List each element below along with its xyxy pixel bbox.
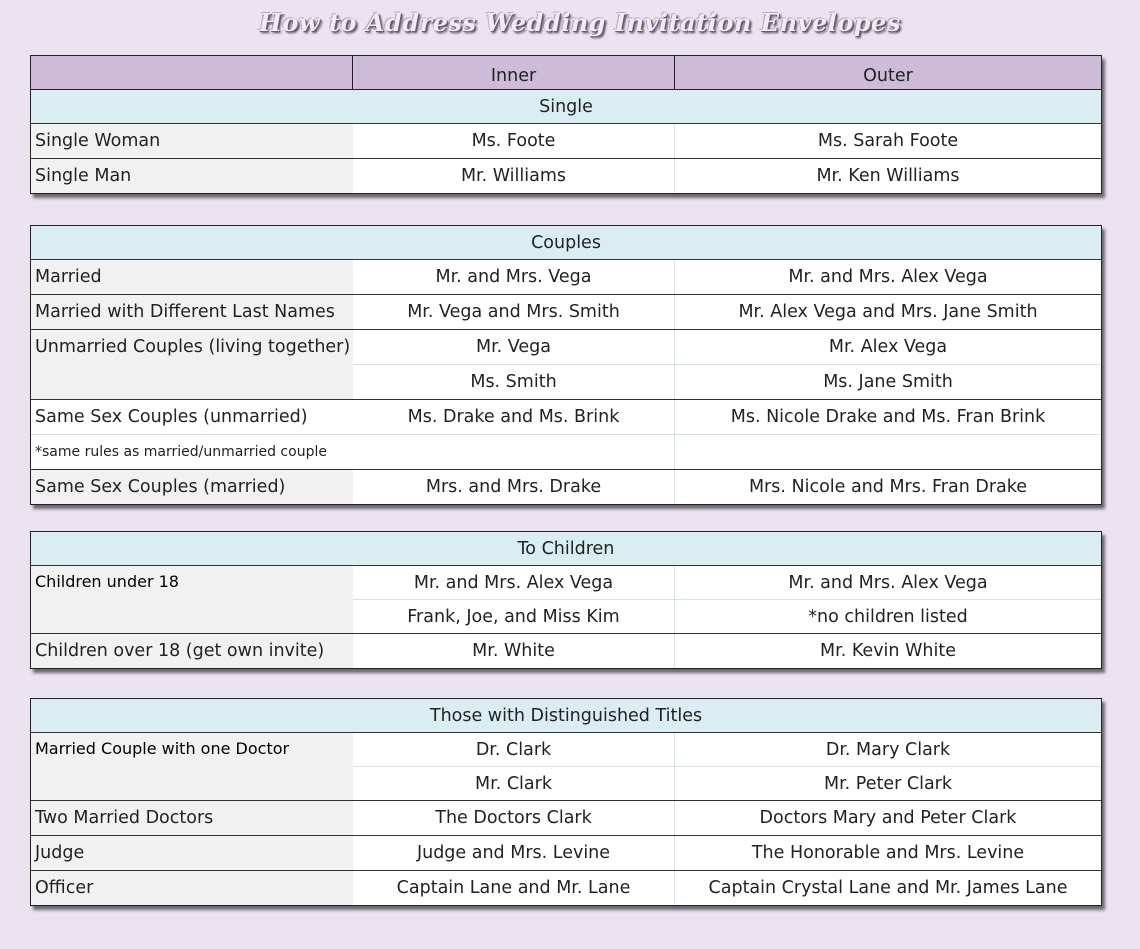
table-row <box>31 124 1101 159</box>
table-row <box>31 871 1101 905</box>
row-note: *same rules as married/unmarried couple <box>31 435 353 469</box>
header-inner: Inner <box>353 56 675 89</box>
inner-cell <box>353 435 675 469</box>
inner-cell: Mr. Williams <box>353 159 675 193</box>
row-label: Children under 18 <box>31 566 353 633</box>
outer-cell: *no children listed <box>808 606 968 627</box>
row-label: Same Sex Couples (unmarried) <box>31 400 353 434</box>
outer-cell: The Honorable and Mrs. Levine <box>751 843 1025 863</box>
table-row <box>31 836 1101 871</box>
single-table <box>30 55 1102 194</box>
inner-cell: Ms. Foote <box>353 124 675 158</box>
table-row <box>353 600 1101 633</box>
table-row-group <box>31 733 1101 801</box>
row-label: Single Woman <box>31 124 353 158</box>
inner-cell: Frank, Joe, and Miss Kim <box>353 600 675 633</box>
inner-cell: Mr. Vega and Mrs. Smith <box>353 295 675 329</box>
section-heading-couples: Couples <box>31 226 1101 260</box>
inner-cell: Ms. Smith <box>353 365 675 399</box>
table-row <box>353 566 1101 600</box>
row-label: Single Man <box>31 159 353 193</box>
row-label: Children over 18 (get own invite) <box>31 634 353 668</box>
outer-cell: Ms. Sarah Foote <box>817 131 959 151</box>
inner-cell: Dr. Clark <box>353 733 675 766</box>
section-heading-single: Single <box>31 90 1101 124</box>
table-row <box>353 733 1101 767</box>
table-row <box>31 365 1101 400</box>
couples-table <box>30 225 1102 505</box>
table-row <box>31 260 1101 295</box>
table-row <box>31 400 1101 435</box>
row-label: Same Sex Couples (married) <box>31 470 353 504</box>
row-label: Unmarried Couples (living together) <box>31 330 353 365</box>
outer-cell: Doctors Mary and Peter Clark <box>759 808 1017 828</box>
outer-cell: Mr. Alex Vega <box>828 337 948 357</box>
inner-cell: Mrs. and Mrs. Drake <box>353 470 675 504</box>
table-row <box>31 330 1101 365</box>
outer-cell: Mr. Ken Williams <box>816 166 960 186</box>
inner-cell: Mr. and Mrs. Alex Vega <box>353 566 675 599</box>
inner-cell: Captain Lane and Mr. Lane <box>353 871 675 905</box>
children-table <box>30 531 1102 669</box>
header-outer: Outer <box>675 56 1101 89</box>
section-heading-titles: Those with Distinguished Titles <box>31 699 1101 733</box>
outer-cell: Dr. Mary Clark <box>825 739 951 760</box>
outer-cell: Mr. Peter Clark <box>823 773 953 794</box>
inner-cell: The Doctors Clark <box>353 801 675 835</box>
header-label-column <box>31 56 353 89</box>
table-row <box>31 470 1101 504</box>
table-row <box>31 435 1101 470</box>
inner-cell: Mr. Vega <box>353 330 675 364</box>
row-label: Two Married Doctors <box>31 801 353 835</box>
titles-table <box>30 698 1102 906</box>
inner-cell: Judge and Mrs. Levine <box>353 836 675 870</box>
inner-cell: Mr. Clark <box>353 767 675 800</box>
outer-cell: Ms. Jane Smith <box>823 372 953 392</box>
outer-cell: Mr. and Mrs. Alex Vega <box>788 572 988 593</box>
table-row-group <box>31 566 1101 634</box>
table-row <box>31 801 1101 836</box>
page-title: How to Address Wedding Invitation Envelopes <box>259 8 901 37</box>
column-header-row <box>31 56 1101 90</box>
section-heading-children: To Children <box>31 532 1101 566</box>
inner-cell: Mr. and Mrs. Vega <box>353 260 675 294</box>
outer-cell: Mr. Kevin White <box>820 641 956 661</box>
outer-cell: Mr. and Mrs. Alex Vega <box>788 267 988 287</box>
row-label: Married Couple with one Doctor <box>31 733 353 800</box>
inner-cell: Mr. White <box>353 634 675 668</box>
outer-cell: Mrs. Nicole and Mrs. Fran Drake <box>748 477 1028 497</box>
row-label: Judge <box>31 836 353 870</box>
table-row <box>31 295 1101 330</box>
table-row <box>353 767 1101 800</box>
table-row <box>31 159 1101 193</box>
row-label: Officer <box>31 871 353 905</box>
outer-cell: Ms. Nicole Drake and Ms. Fran Brink <box>730 407 1046 427</box>
outer-cell: Captain Crystal Lane and Mr. James Lane <box>708 878 1068 898</box>
outer-cell: Mr. Alex Vega and Mrs. Jane Smith <box>738 302 1038 322</box>
outer-cell <box>675 435 1101 469</box>
row-label: Married <box>31 260 353 294</box>
inner-cell: Ms. Drake and Ms. Brink <box>353 400 675 434</box>
table-row <box>31 634 1101 668</box>
row-label-continued <box>31 365 353 399</box>
row-label: Married with Different Last Names <box>31 295 353 329</box>
